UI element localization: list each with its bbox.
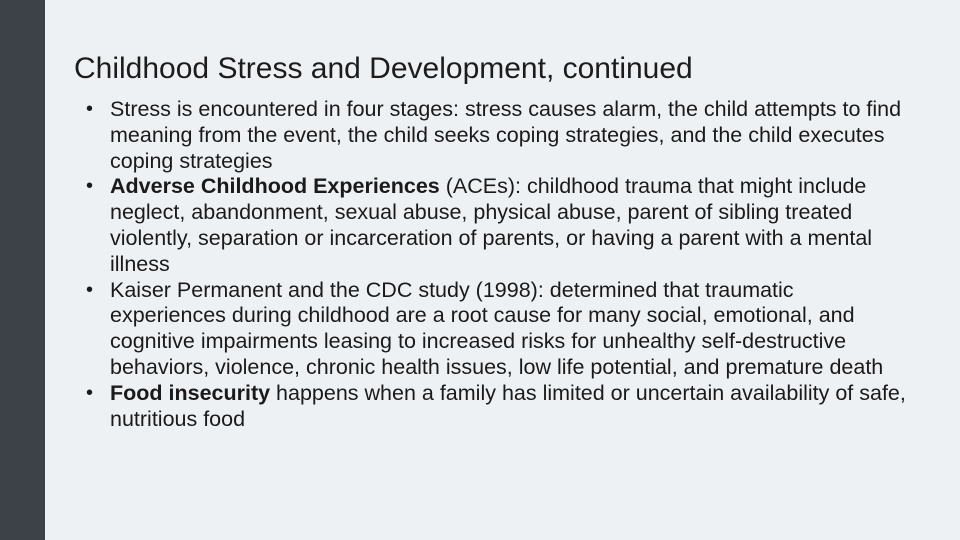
bullet-item bbox=[86, 97, 908, 174]
bullet-list bbox=[86, 97, 908, 432]
bullet-text: Kaiser Permanent and the CDC study (1998): determined that traumatic experiences during childhood are a root cause for many social, emotional, and cognitive impairments leasing to increased risks for unhealthy self-destructive behaviors, violence, chronic health issues, low life potential, and premature death bbox=[110, 277, 884, 379]
slide-title: Childhood Stress and Development, continued bbox=[74, 52, 693, 85]
bullet-term: Adverse Childhood Experiences bbox=[110, 174, 440, 199]
bullet-item bbox=[86, 174, 908, 277]
bullet-text: (ACEs): childhood trauma that might include neglect, abandonment, sexual abuse, physical abuse, parent of sibling treated violently, separation or incarceration of parents, or having a parent with a mental illness bbox=[110, 174, 873, 276]
bullet-item bbox=[86, 381, 908, 433]
bullet-dot-icon: • bbox=[86, 381, 94, 404]
bullet-item bbox=[86, 278, 908, 381]
bullet-text: Stress is encountered in four stages: stress causes alarm, the child attempts to find meaning from the event, the child seeks coping strategies, and the child executes coping strategies bbox=[110, 97, 902, 173]
bullet-text: happens when a family has limited or uncertain availability of safe, nutritious food bbox=[110, 380, 906, 431]
bullet-dot-icon: • bbox=[86, 175, 94, 198]
bullet-term: Food insecurity bbox=[110, 380, 271, 405]
side-accent-bar bbox=[0, 0, 45, 540]
bullet-dot-icon: • bbox=[86, 98, 94, 120]
bullet-dot-icon: • bbox=[86, 278, 94, 301]
